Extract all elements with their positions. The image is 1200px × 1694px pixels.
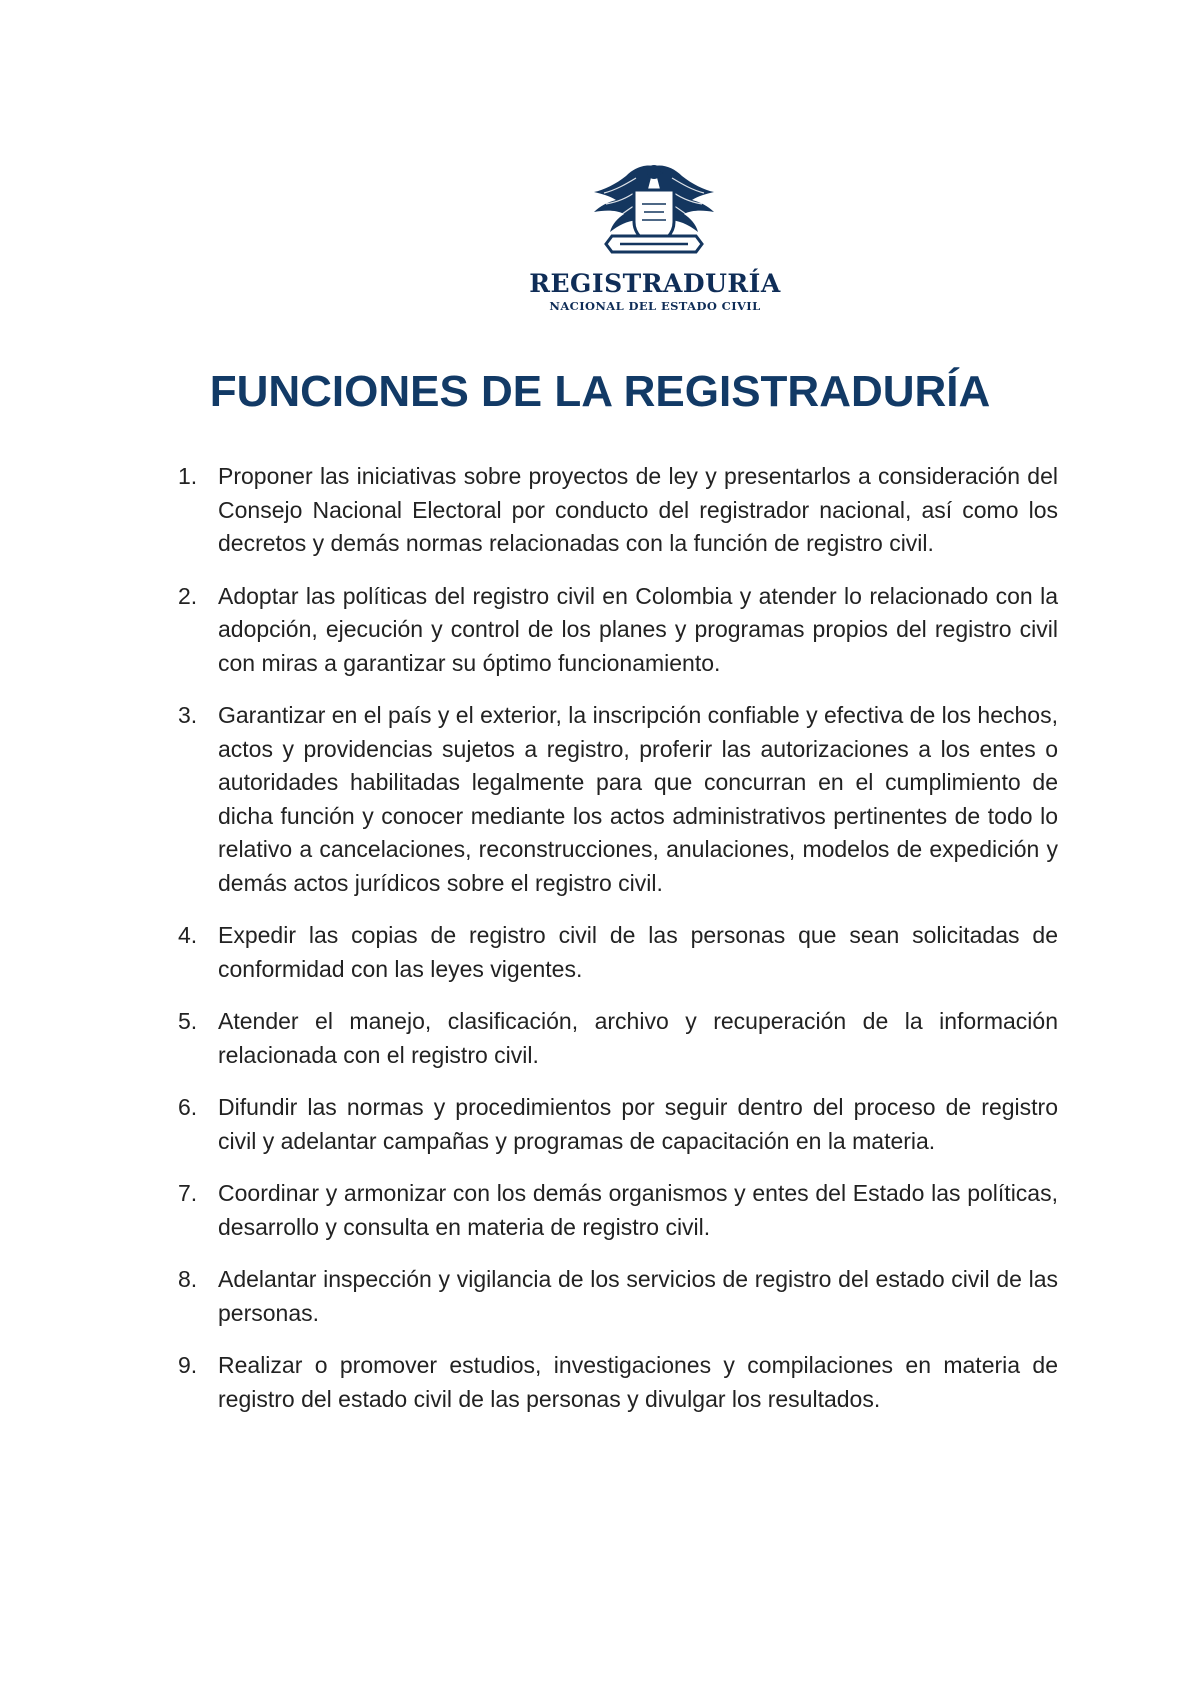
- item-number: 2.: [178, 582, 198, 609]
- list-item: [178, 1091, 1058, 1158]
- item-text: Coordinar y armonizar con los demás organismos y entes del Estado las políticas, desarrollo y consulta en materia de registro civil.: [218, 1180, 1058, 1240]
- item-text: Adoptar las políticas del registro civil en Colombia y atender lo relacionado con la adopción, ejecución y control de los planes y programas propios del registro civil con miras a garantizar su óptimo funcionamiento.: [218, 582, 1058, 676]
- logo-subtitle: NACIONAL DEL ESTADO CIVIL: [549, 299, 761, 313]
- functions-list: [178, 460, 1058, 1435]
- list-item: [178, 460, 1058, 561]
- item-text: Garantizar en el país y el exterior, la inscripción confiable y efectiva de los hechos, actos y providencias sujetos a registro, proferir las autorizaciones a los entes o autoridades habilitadas legalmente para que concurran en el cumplimiento de dicha función y conocer mediante los actos administrativos pertinentes de todo lo relativo a cancelaciones, reconstrucciones, anulaciones, modelos de expedición y demás actos jurídicos sobre el registro civil.: [218, 702, 1058, 896]
- logo-name: REGISTRADURÍA: [529, 269, 781, 298]
- item-number: 6.: [178, 1094, 198, 1120]
- registraduria-logo: [520, 158, 790, 318]
- list-item: [178, 1349, 1058, 1416]
- item-number: 7.: [178, 1180, 198, 1206]
- item-text: Expedir las copias de registro civil de las personas que sean solicitadas de conformidad con las leyes vigentes.: [218, 922, 1058, 982]
- item-number: 8.: [178, 1266, 198, 1292]
- item-text: Proponer las iniciativas sobre proyectos de ley y presentarlos a consideración del Consejo Nacional Electoral por conducto del registrador nacional, así como los decretos y demás normas relacionadas con la función de registro civil.: [218, 463, 1058, 556]
- item-text: Difundir las normas y procedimientos por seguir dentro del proceso de registro civil y adelantar campañas y programas de capacitación en la materia.: [218, 1094, 1058, 1154]
- page-title: FUNCIONES DE LA REGISTRADURÍA: [209, 367, 991, 416]
- item-number: 5.: [178, 1008, 198, 1034]
- eagle-shield-emblem-icon: [590, 160, 718, 258]
- list-item: [178, 919, 1058, 986]
- item-number: 4.: [178, 922, 198, 948]
- item-number: 1.: [178, 463, 198, 489]
- item-text: Realizar o promover estudios, investigaciones y compilaciones en materia de registro del estado civil de las personas y divulgar los resultados.: [218, 1352, 1058, 1412]
- item-number: 3.: [178, 702, 198, 728]
- item-text: Atender el manejo, clasificación, archivo y recuperación de la información relacionada con el registro civil.: [218, 1008, 1058, 1068]
- item-number: 9.: [178, 1352, 198, 1378]
- item-text: Adelantar inspección y vigilancia de los servicios de registro del estado civil de las personas.: [218, 1266, 1058, 1326]
- list-item: [178, 1005, 1058, 1072]
- list-item: [178, 580, 1058, 681]
- list-item: [178, 1177, 1058, 1244]
- list-item: [178, 1263, 1058, 1330]
- list-item: [178, 699, 1058, 900]
